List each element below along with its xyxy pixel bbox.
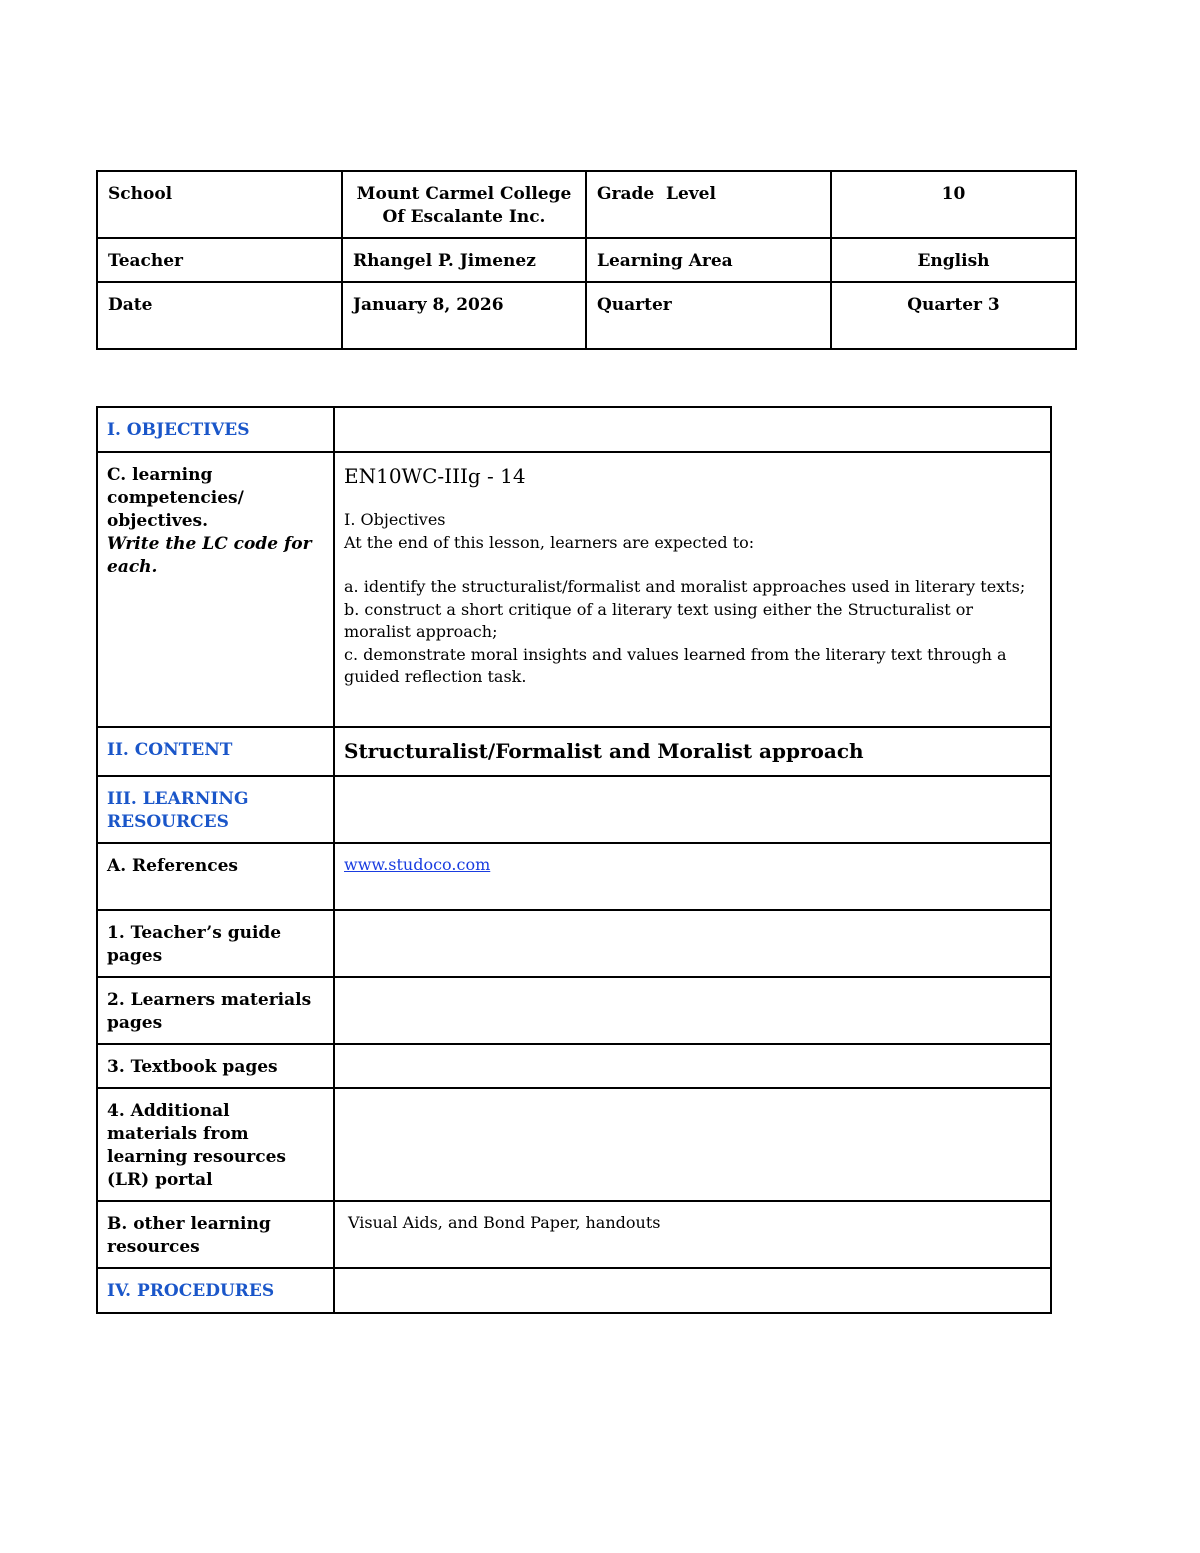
other-resources-cell bbox=[334, 1201, 1051, 1268]
learners-materials-label: 2. Learners materials pages bbox=[97, 977, 334, 1044]
teacher-label: Teacher bbox=[97, 238, 342, 282]
learning-resources-heading: III. LEARNING RESOURCES bbox=[97, 776, 334, 843]
lesson-plan-table bbox=[96, 406, 1052, 1314]
grade-level-label: Grade Level bbox=[586, 171, 831, 238]
school-label: School bbox=[97, 171, 342, 238]
grade-level-value: 10 bbox=[831, 171, 1076, 238]
teachers-guide-cell bbox=[334, 910, 1051, 977]
teacher-value: Rhangel P. Jimenez bbox=[342, 238, 586, 282]
content-topic: Structuralist/Formalist and Moralist approach bbox=[344, 739, 864, 763]
objectives-heading: I. OBJECTIVES bbox=[97, 407, 334, 452]
learning-resources-cell bbox=[334, 776, 1051, 843]
lc-code-note: Write the LC code for each. bbox=[107, 534, 312, 577]
objectives-title: I. Objectives bbox=[344, 510, 446, 529]
lc-code: EN10WC-IIIg - 14 bbox=[344, 464, 526, 488]
learning-competencies-label: C. learning competencies/ objectives. bbox=[107, 465, 244, 531]
learning-area-label: Learning Area bbox=[586, 238, 831, 282]
learning-competencies-label-cell bbox=[97, 452, 334, 727]
learners-materials-cell bbox=[334, 977, 1051, 1044]
objective-b: b. construct a short critique of a literary text using either the Structuralist or moralist approach; bbox=[344, 599, 974, 641]
textbook-label: 3. Textbook pages bbox=[97, 1044, 334, 1088]
objectives-heading-cell bbox=[334, 407, 1051, 452]
procedures-cell bbox=[334, 1268, 1051, 1313]
references-label: A. References bbox=[97, 843, 334, 910]
school-value: Mount Carmel College Of Escalante Inc. bbox=[342, 171, 586, 238]
objectives-intro: At the end of this lesson, learners are expected to: bbox=[344, 532, 755, 552]
learning-competencies-cell bbox=[334, 452, 1051, 727]
additional-materials-label: 4. Additional materials from learning resources (LR) portal bbox=[97, 1088, 334, 1201]
teachers-guide-label: 1. Teacher’s guide pages bbox=[97, 910, 334, 977]
other-resources-value: Visual Aids, and Bond Paper, handouts bbox=[348, 1213, 661, 1232]
lesson-header-table bbox=[96, 170, 1077, 350]
objective-c: c. demonstrate moral insights and values learned from the literary text through a guided reflection task. bbox=[344, 644, 1007, 686]
references-link[interactable]: www.studoco.com bbox=[344, 855, 491, 874]
additional-materials-cell bbox=[334, 1088, 1051, 1201]
references-cell bbox=[334, 843, 1051, 910]
learning-area-value: English bbox=[831, 238, 1076, 282]
content-cell bbox=[334, 727, 1051, 776]
procedures-heading: IV. PROCEDURES bbox=[97, 1268, 334, 1313]
other-resources-label: B. other learning resources bbox=[97, 1201, 334, 1268]
quarter-label: Quarter bbox=[586, 282, 831, 349]
objective-a: a. identify the structuralist/formalist and moralist approaches used in literary texts; bbox=[344, 577, 1026, 596]
content-heading: II. CONTENT bbox=[97, 727, 334, 776]
quarter-value: Quarter 3 bbox=[831, 282, 1076, 349]
date-value: January 8, 2026 bbox=[342, 282, 586, 349]
textbook-cell bbox=[334, 1044, 1051, 1088]
date-label: Date bbox=[97, 282, 342, 349]
